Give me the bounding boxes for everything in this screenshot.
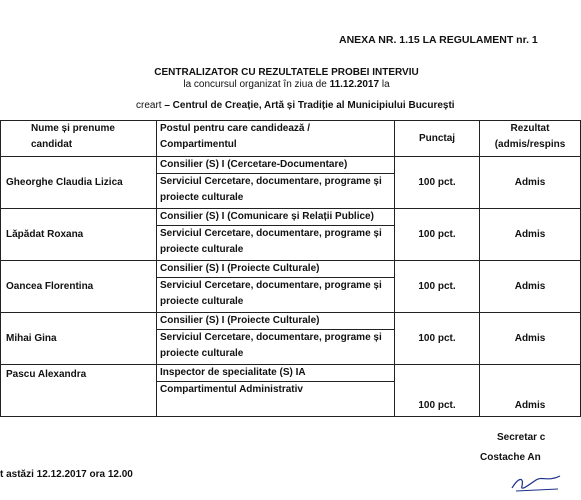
post-title: Inspector de specialitate (S) IA	[157, 365, 394, 382]
candidate-points: 100 pct.	[395, 261, 480, 313]
candidate-name: Lăpădat Roxana	[1, 209, 157, 261]
organization-line	[136, 100, 455, 111]
candidate-post	[157, 209, 395, 261]
candidate-name: Mihai Gina	[1, 313, 157, 365]
header-post-line1: Postul pentru care candidează /	[160, 123, 311, 134]
table-row	[1, 365, 581, 417]
candidate-points: 100 pct.	[395, 313, 480, 365]
post-department-line1: Serviciul Cercetare, documentare, programe și	[160, 280, 382, 291]
post-department-line1: Compartimentul Administrativ	[160, 384, 303, 395]
table-row	[1, 157, 581, 209]
posting-note: t astăzi 12.12.2017 ora 12.00	[0, 469, 133, 480]
candidate-post	[157, 157, 395, 209]
header-result	[480, 121, 581, 157]
candidate-result: Admis	[480, 313, 581, 365]
post-department-line1: Serviciul Cercetare, documentare, programe și	[160, 176, 382, 187]
candidate-points: 100 pct.	[395, 209, 480, 261]
table-row	[1, 313, 581, 365]
candidate-post	[157, 261, 395, 313]
candidate-points: 100 pct.	[395, 365, 480, 417]
post-department-line1: Serviciul Cercetare, documentare, programe și	[160, 228, 382, 239]
post-department-line1: Serviciul Cercetare, documentare, programe și	[160, 332, 382, 343]
header-name: Nume și prenume candidat	[1, 121, 157, 157]
results-table	[0, 120, 581, 417]
candidate-result: Admis	[480, 365, 581, 417]
candidate-result: Admis	[480, 157, 581, 209]
candidate-result: Admis	[480, 261, 581, 313]
annex-reference: ANEXA NR. 1.15 LA REGULAMENT nr. 1	[339, 34, 538, 46]
subtitle-prefix: la concursul organizat în ziua de	[183, 79, 330, 90]
candidate-name: Gheorghe Claudia Lizica	[1, 157, 157, 209]
candidate-post	[157, 313, 395, 365]
candidate-post	[157, 365, 395, 417]
table-row	[1, 209, 581, 261]
post-department-line2: proiecte culturale	[160, 348, 244, 359]
post-department-line2: proiecte culturale	[160, 296, 244, 307]
header-result-line2: (admis/respins	[494, 139, 566, 150]
contest-date: 11.12.2017	[329, 79, 380, 90]
header-post-line2: Compartimentul	[160, 139, 237, 150]
candidate-points: 100 pct.	[395, 157, 480, 209]
secretary-name: Costache An	[480, 452, 541, 463]
table-row	[1, 261, 581, 313]
post-title: Consilier (S) I (Cercetare-Documentare)	[157, 157, 394, 174]
subtitle-suffix: la	[379, 79, 390, 90]
candidate-name: Oancea Florentina	[1, 261, 157, 313]
post-title: Consilier (S) I (Comunicare și Relații Publice)	[157, 209, 394, 226]
post-department-line2: proiecte culturale	[160, 192, 244, 203]
candidate-result: Admis	[480, 209, 581, 261]
header-result-line1: Rezultat	[510, 123, 550, 134]
header-post	[157, 121, 395, 157]
organization-prefix: creart	[136, 100, 162, 111]
post-department-line2: proiecte culturale	[160, 244, 244, 255]
document-title: CENTRALIZATOR CU REZULTATELE PROBEI INTERVIU	[154, 67, 419, 78]
candidate-name: Pascu Alexandra	[1, 365, 157, 417]
document-subtitle	[0, 79, 555, 90]
secretary-label: Secretar c	[497, 432, 546, 443]
organization-name: – Centrul de Creație, Artă și Tradiție al Municipiului București	[161, 100, 455, 111]
header-points: Punctaj	[395, 121, 480, 157]
signature-icon	[508, 464, 568, 494]
post-title: Consilier (S) I (Proiecte Culturale)	[157, 313, 394, 330]
table-header-row	[1, 121, 581, 157]
post-title: Consilier (S) I (Proiecte Culturale)	[157, 261, 394, 278]
